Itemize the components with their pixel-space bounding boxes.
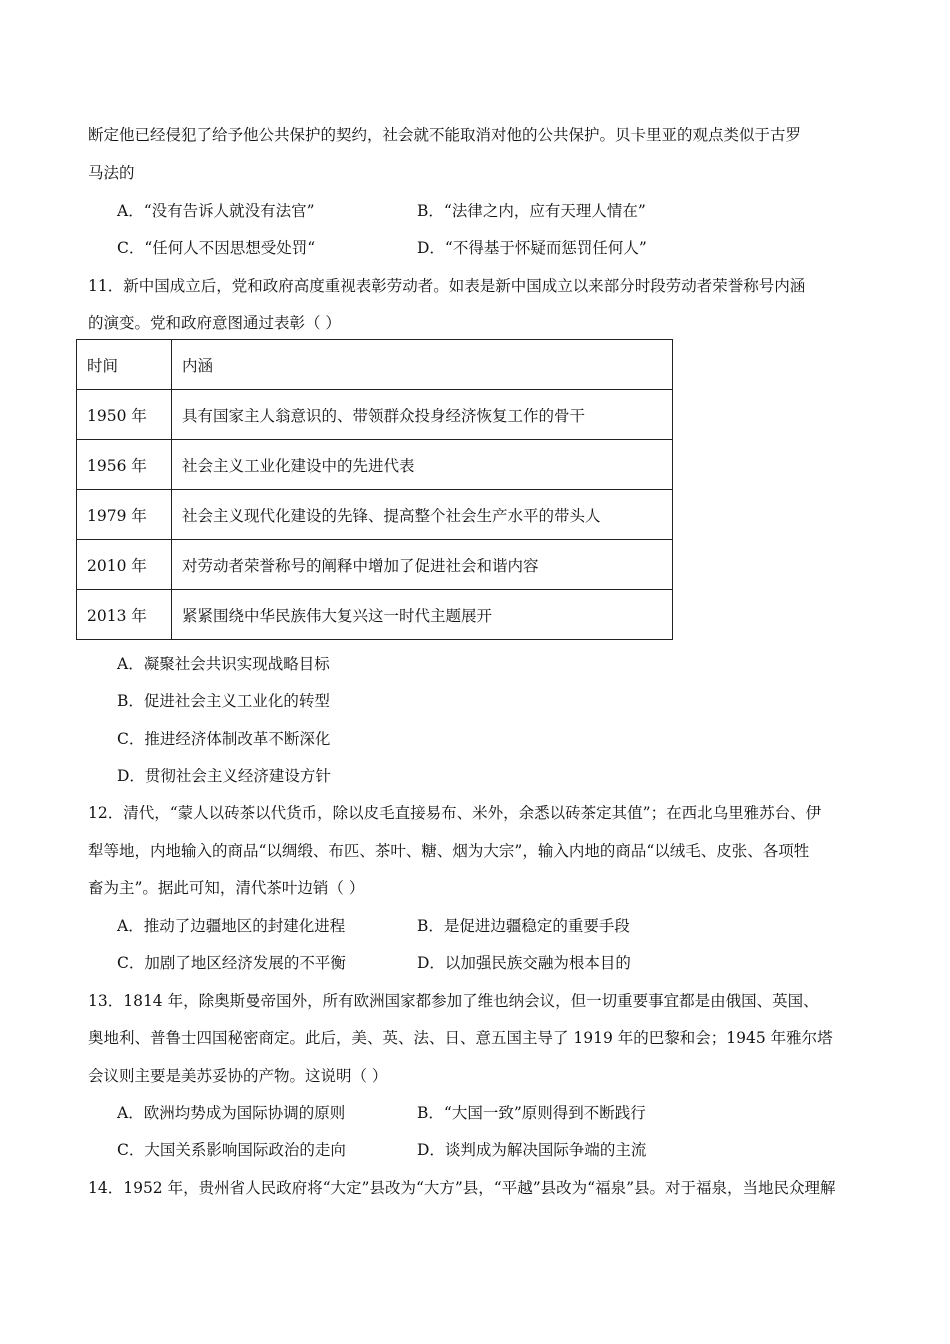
q10-option-d: D．“不得基于怀疑而惩罚任何人” xyxy=(417,239,647,257)
q11-option-c: C．推进经济体制改革不断深化 xyxy=(117,730,331,748)
q11-text-line-1: 11．新中国成立后，党和政府高度重视表彰劳动者。如表是新中国成立以来部分时段劳动者荣誉称号内涵 xyxy=(88,277,806,295)
q12-option-c: C．加剧了地区经济发展的不平衡 xyxy=(117,954,346,972)
q13-text-line-3: 会议则主要是美苏妥协的产物。这说明（ ） xyxy=(88,1067,388,1085)
table-header-row xyxy=(77,340,673,390)
q11-option-a: A．凝聚社会共识实现战略目标 xyxy=(117,655,330,673)
table-row xyxy=(77,590,673,640)
table-header-time: 时间 xyxy=(77,340,172,390)
q13-option-a: A．欧洲均势成为国际协调的原则 xyxy=(117,1104,346,1122)
q12-text-line-2: 犁等地，内地输入的商品“以绸缎、布匹、茶叶、糖、烟为大宗”，输入内地的商品“以绒毛、皮张、各项牲 xyxy=(88,842,810,860)
table-cell-content: 紧紧围绕中华民族伟大复兴这一时代主题展开 xyxy=(172,590,673,640)
table-cell-year: 2010 年 xyxy=(77,540,172,590)
q13-text-line-2: 奥地利、普鲁士四国秘密商定。此后，美、英、法、日、意五国主导了 1919 年的巴黎和会；1945 年雅尔塔 xyxy=(88,1029,833,1047)
q13-option-d: D．谈判成为解决国际争端的主流 xyxy=(417,1141,647,1159)
table-row xyxy=(77,540,673,590)
q10-option-b: B．“法律之内，应有天理人情在” xyxy=(417,202,646,220)
q12-option-d: D．以加强民族交融为根本目的 xyxy=(417,954,631,972)
table-cell-content: 社会主义现代化建设的先锋、提高整个社会生产水平的带头人 xyxy=(172,490,673,540)
q12-option-a: A．推动了边疆地区的封建化进程 xyxy=(117,917,346,935)
table-cell-content: 社会主义工业化建设中的先进代表 xyxy=(172,440,673,490)
q13-option-b: B．“大国一致”原则得到不断践行 xyxy=(417,1104,646,1122)
honor-title-table xyxy=(76,339,673,640)
q14-text-line-1: 14．1952 年，贵州省人民政府将“大定”县改为“大方”县，“平越”县改为“福泉”县。对于福泉，当地民众理解 xyxy=(88,1179,836,1197)
q11-text-line-2: 的演变。党和政府意图通过表彰（ ） xyxy=(88,314,341,332)
table-cell-year: 1979 年 xyxy=(77,490,172,540)
table-cell-content: 具有国家主人翁意识的、带领群众投身经济恢复工作的骨干 xyxy=(172,390,673,440)
q12-option-b: B．是促进边疆稳定的重要手段 xyxy=(417,917,630,935)
q10-option-a: A．“没有告诉人就没有法官” xyxy=(117,202,315,220)
table-cell-year: 2013 年 xyxy=(77,590,172,640)
q10-option-c: C．“任何人不因思想受处罚“ xyxy=(117,239,316,257)
table-cell-year: 1950 年 xyxy=(77,390,172,440)
table-cell-content: 对劳动者荣誉称号的阐释中增加了促进社会和谐内容 xyxy=(172,540,673,590)
q10-text-line-2: 马法的 xyxy=(88,164,135,182)
q12-text-line-1: 12．清代，“蒙人以砖茶以代货币，除以皮毛直接易布、米外，余悉以砖茶定其值”；在西北乌里雅苏台、伊 xyxy=(88,804,822,822)
table-row xyxy=(77,390,673,440)
q13-text-line-1: 13．1814 年，除奥斯曼帝国外，所有欧洲国家都参加了维也纳会议，但一切重要事宜都是由俄国、英国、 xyxy=(88,992,819,1010)
table-header-content: 内涵 xyxy=(172,340,673,390)
q11-option-b: B．促进社会主义工业化的转型 xyxy=(117,692,330,710)
q12-text-line-3: 畜为主”。据此可知，清代茶叶边销（ ） xyxy=(88,879,365,897)
table-row xyxy=(77,490,673,540)
q13-option-c: C．大国关系影响国际政治的走向 xyxy=(117,1141,346,1159)
q10-text-line-1: 断定他已经侵犯了给予他公共保护的契约，社会就不能取消对他的公共保护。贝卡里亚的观点类似于古罗 xyxy=(88,126,802,144)
table-row xyxy=(77,440,673,490)
table-cell-year: 1956 年 xyxy=(77,440,172,490)
q11-option-d: D．贯彻社会主义经济建设方针 xyxy=(117,767,331,785)
